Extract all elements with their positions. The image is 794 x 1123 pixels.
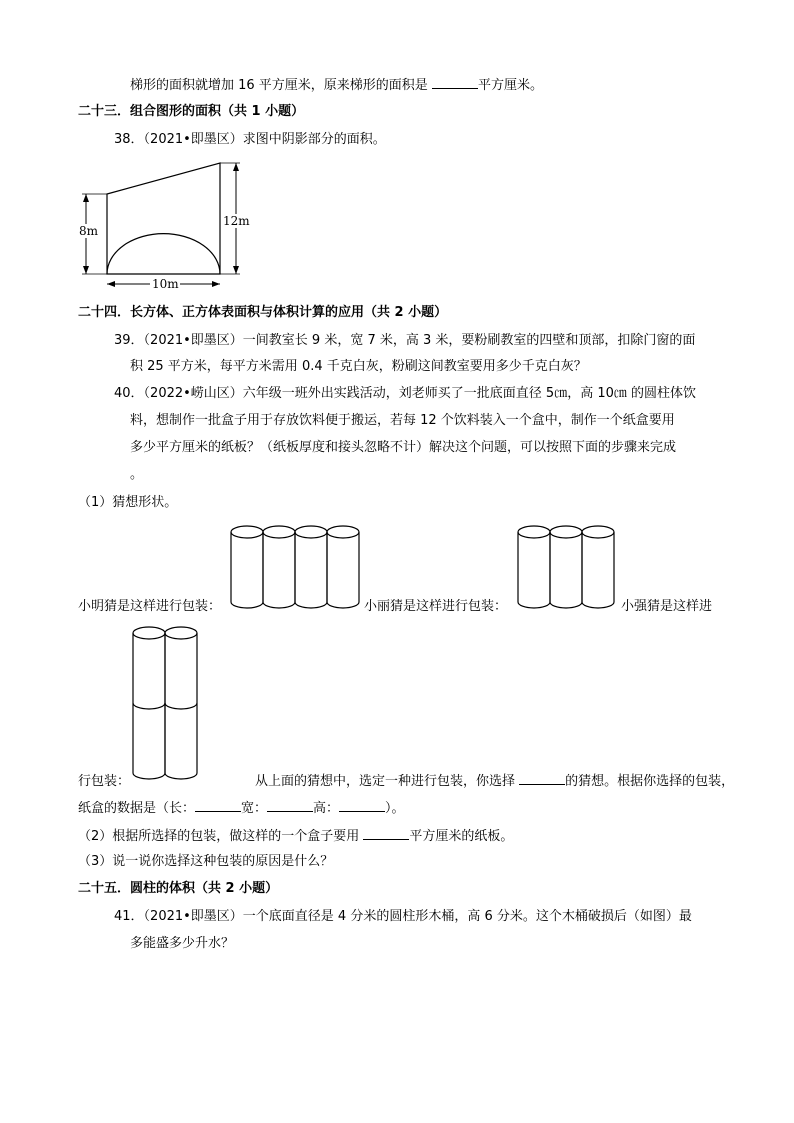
choose-text: 从上面的猜想中，选定一种进行包装，你选择 [255,774,516,789]
q40-line4: 。 [130,467,144,482]
q38-text: 38．（2021•即墨区）求图中阴影部分的面积。 [114,132,386,147]
q37-text: 梯形的面积就增加 16 平方厘米，原来梯形的面积是 [130,78,428,93]
q40-line3: 多少平方厘米的纸板？（纸板厚度和接头忽略不计）解决这个问题，可以按照下面的步骤来完成 [130,440,677,455]
answer-blank[interactable] [432,74,478,89]
width-blank[interactable] [267,797,313,812]
length-blank[interactable] [195,797,241,812]
q40-line1: 40．（2022•崂山区）六年级一班外出实践活动，刘老师买了一批底面直径 5㎝，高 10㎝ 的圆柱体饮 [114,386,697,401]
xiaoqiang-label-cont: 行包装： [78,774,131,789]
label-8m: 8m [79,224,99,238]
xiaoqiang-label: 小强猜是这样进 [621,599,713,614]
choose-text-end: 的猜想。根据你选择的包装， [565,774,735,789]
q41-line1: 41．（2021•即墨区）一个底面直径是 4 分米的圆柱形木桶，高 6 分米。这个木桶破损后（如图）最 [114,909,692,924]
part2-text: （2）根据所选择的包装，做这样的一个盒子要用 [78,829,360,844]
q37-tail [130,74,543,96]
dims-length-label: 纸盒的数据是（长： [78,801,196,816]
q40-choose-line [78,770,734,792]
height-blank[interactable] [339,797,385,812]
q40-line2: 料，想制作一批盒子用于存放饮料便于搬运，若每 12 个饮料装入一个盒中，制作一个纸盒要用 [130,413,675,428]
q39-line1: 39．（2021•即墨区）一间教室长 9 米，宽 7 米，高 3 米，要粉刷教室的四壁和顶部，扣除门窗的面 [114,333,696,348]
section-title-25: 二十五．圆柱的体积（共 2 小题） [78,881,279,896]
q40-part2 [78,825,513,847]
xiaoli-label: 小丽猜是这样进行包装： [364,599,508,614]
section-title-24: 二十四．长方体、正方体表面积与体积计算的应用（共 2 小题） [78,305,448,320]
xiaoming-label: 小明猜是这样进行包装： [78,599,222,614]
choose-blank[interactable] [519,770,565,785]
q41-line2: 多能盛多少升水？ [130,936,235,951]
label-12m: 12m [223,214,250,228]
section-title-23: 二十三．组合图形的面积（共 1 小题） [78,104,305,119]
dims-height-label: 高： [313,801,340,816]
xiaoqiang-cylinders [132,625,204,781]
q37-text-end: 平方厘米。 [477,78,543,93]
part2-text-end: 平方厘米的纸板。 [409,829,514,844]
xiaoming-cylinders [230,524,362,610]
area-blank[interactable] [363,825,409,840]
q39-line2: 积 25 平方米，每平方米需用 0.4 千克白灰，粉刷这间教室要用多少千克白灰？ [130,359,587,374]
q40-dims-line [78,797,405,819]
q38-figure [74,156,274,291]
q40-part3: （3）说一说你选择这种包装的原因是什么？ [78,854,334,869]
dims-width-label: 宽： [241,801,268,816]
xiaoli-cylinders [517,524,619,610]
q40-part1: （1）猜想形状。 [78,495,178,510]
dims-end: ）。 [385,801,405,816]
label-10m: 10m [152,277,179,291]
